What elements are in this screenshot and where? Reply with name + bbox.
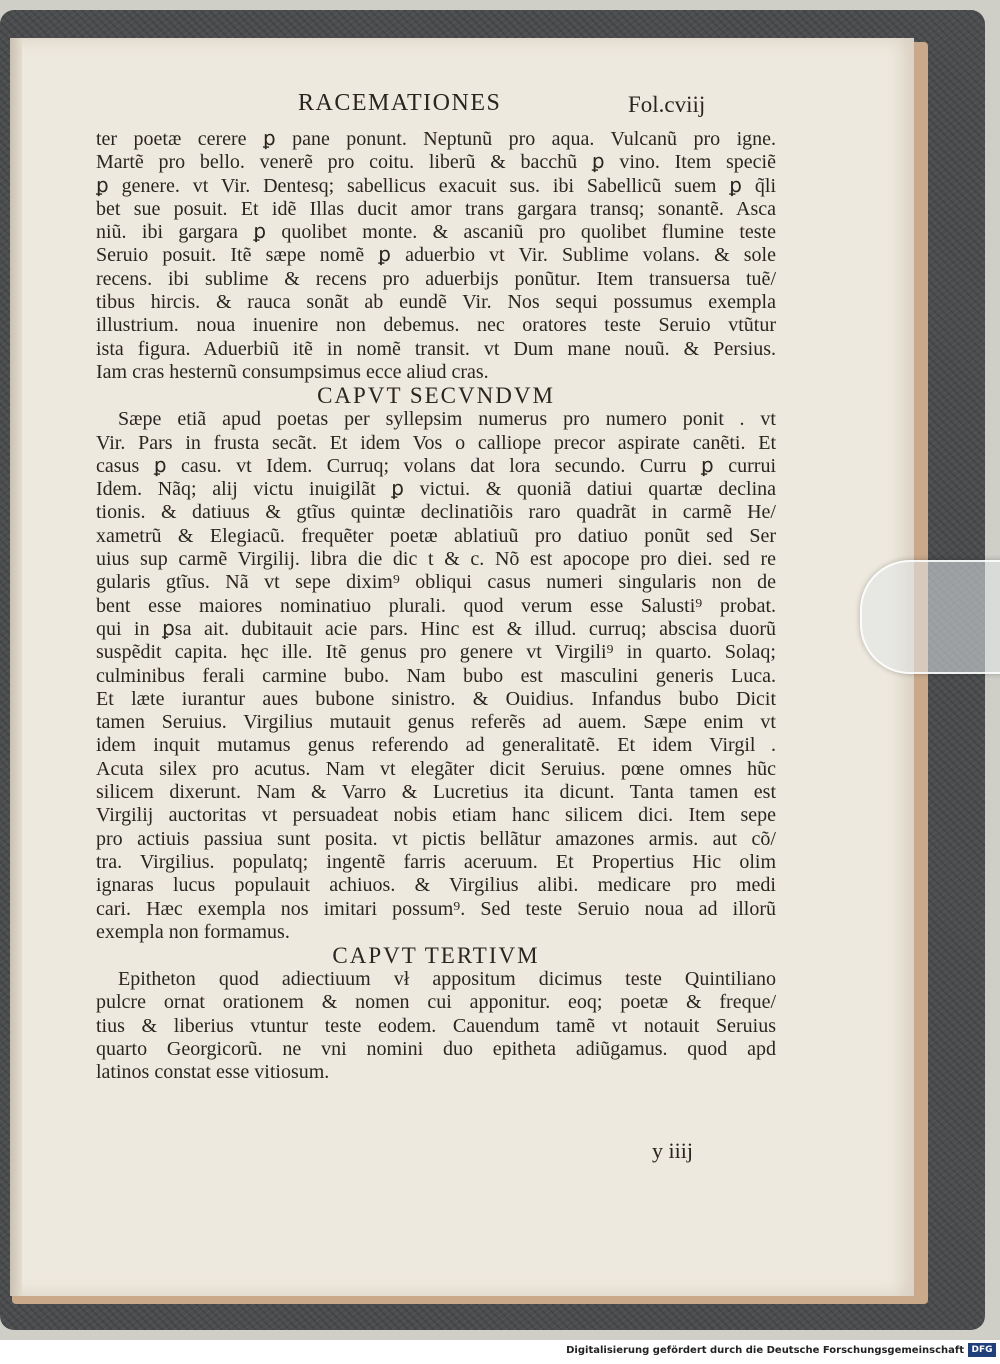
- text-line: silicem dixerunt. Nam & Varro & Lucretius ita dicunt. Tanta tamen est: [96, 781, 776, 804]
- footer-credit: Digitalisierung gefördert durch die Deutsche Forschungsgemeinschaft: [566, 1345, 964, 1356]
- dfg-logo-icon: DFG: [968, 1343, 996, 1357]
- text-line: niũ. ibi gargara ꝑ quolibet monte. & ascaniũ pro quolibet flumine teste: [96, 221, 776, 244]
- text-line: tibus hircis. & rauca sonãt ab eundẽ Vir. Nos sequi possumus exempla: [96, 291, 776, 314]
- running-title: RACEMATIONES: [298, 90, 502, 116]
- text-line: tionis. & datiuus & gtĩus quintæ declinatiõis raro quadrãt in carmẽ He/: [96, 501, 776, 524]
- text-line: Seruio posuit. Itẽ sæpe nomẽ ꝑ aduerbio vt Vir. Sublime volans. & sole: [96, 244, 776, 267]
- text-line: Acuta silex pro acutus. Nam vt elegãter dicit Seruius. pœne omnes hũc: [96, 757, 776, 780]
- text-line: qui in ꝑsa ait. dubitauit acie pars. Hinc est & illud. curruq; abscisa duorũ: [96, 617, 776, 640]
- text-line: ꝑ genere. vt Vir. Dentesq; sabellicus exacuit sus. ibi Sabellicũ suem ꝑ q̃li: [96, 174, 776, 197]
- text-line: pro actiuis passiua sunt posita. vt pictis bellãtur amazones armis. aut cõ/: [96, 827, 776, 850]
- text-line: bet sue posuit. Et idẽ Illas ducit amor trans gargara transq; sonantẽ. Asca: [96, 197, 776, 220]
- text-line: Idem. Nãq; alij victu inuigilãt ꝑ victui. & quoniã datiui quartæ declina: [96, 478, 776, 501]
- text-line: uius sup carmẽ Virgilij. libra die dic t & c. Nõ est apocope pro diei. sed re: [96, 548, 776, 571]
- text-line: Martẽ pro bello. venerẽ pro coitu. liberũ & bacchũ ꝑ vino. Item speciẽ: [96, 151, 776, 174]
- text-line: Iam cras hesternũ consumpsimus ecce aliud cras.: [96, 360, 489, 383]
- text-line: xametrũ & Elegiacũ. frequẽter poetæ ablatiuũ pro datiuo ponũt sed Ser: [96, 524, 776, 547]
- text-line: ignaras lucus populauit achiuos. & Virgilius alibi. medicare pro medi: [96, 874, 776, 897]
- page-clip: [860, 560, 1000, 674]
- paragraph-chapter-1-end: [96, 128, 776, 384]
- text-line: culminibus ferali carmine bubo. Nam bubo est masculini generis Luca.: [96, 664, 776, 687]
- paragraph-chapter-2: [96, 408, 776, 944]
- text-line: idem inquit mutamus genus referendo ad generalitatẽ. Et idem Virgil᷑.: [96, 734, 776, 757]
- text-line: ista figura. Aduerbiũ itẽ in nomẽ transit. vt Dum mane nouũ. & Persius.: [96, 337, 776, 360]
- text-line: recens. ibi sublime & recens pro aduerbijs ponũtur. Item transuersa tuẽ/: [96, 267, 776, 290]
- text-line: quarto Georgicorũ. ne vni nomini duo epitheta adiũgamus. quod apd: [96, 1037, 776, 1060]
- text-line: Virgilij auctoritas vt persuadeat nobis etiam hanc silicem dici. Item sepe: [96, 804, 776, 827]
- text-line: Sæpe etiã apud poetas per syllepsim numerus pro numero ponit᷑. vt: [118, 408, 776, 431]
- text-line: latinos constat esse vitiosum.: [96, 1061, 330, 1084]
- folio-number: Fol.cviij: [628, 92, 706, 117]
- text-line: Et læte iurantur aues bubone sinistro. & Ouidius. Infandus bubo Dicit: [96, 687, 776, 710]
- text-line: bent esse maiores nominatiuo plurali. quod verum esse Salusti⁹ probat.: [96, 594, 776, 617]
- chapter-heading-3: CAPVT TERTIVM: [332, 943, 540, 969]
- text-line: gularis gtĩus. Nã vt sepe dixim⁹ obliqui casus numeri singularis non de: [96, 571, 776, 594]
- text-block: [96, 128, 776, 1085]
- chapter-heading-2: CAPVT SECVNDVM: [317, 383, 555, 409]
- page-gutter: [10, 38, 22, 1296]
- text-line: casus ꝑ casu. vt Idem. Curruq; volans dat lora secundo. Curru ꝑ currui: [96, 454, 776, 477]
- text-line: suspẽdit capita. hęc ille. Itẽ genus pro genere vt Virgili⁹ in quarto. Solaq;: [96, 641, 776, 664]
- text-line: tius & liberius vtuntur teste eodem. Cauendum tamẽ vt notauit Seruius: [96, 1014, 776, 1037]
- text-line: Epitheton quod adiectiuum vł appositum dicimus teste Quintiliano: [118, 968, 776, 991]
- signature-mark: y iiij: [652, 1138, 693, 1163]
- text-line: exempla non formamus.: [96, 920, 290, 943]
- text-line: cari. Hæc exempla nos imitari possum⁹. Sed teste Seruio noua ad illorũ: [96, 897, 776, 920]
- text-line: Vir. Pars in frusta secãt. Et idem Vos o calliope precor aspirate canẽti. Et: [96, 431, 776, 454]
- paragraph-chapter-3: [96, 968, 776, 1084]
- text-line: pulcre ornat orationem & nomen cui apponitur. eoq; poetæ & freque/: [96, 991, 776, 1014]
- text-line: illustrium. noua inuenire non debemus. nec oratores teste Seruio vtũtur: [96, 314, 776, 337]
- text-line: tra. Virgilius. populatq; ingentẽ farris aceruum. Et Propertius Hic olim: [96, 850, 776, 873]
- text-line: tamen Seruius. Virgilius mutauit genus referẽs ad auem. Sæpe enim vt: [96, 711, 776, 734]
- text-line: ter poetæ cerere ꝑ pane ponunt. Neptunũ pro aqua. Vulcanũ pro igne.: [96, 128, 776, 150]
